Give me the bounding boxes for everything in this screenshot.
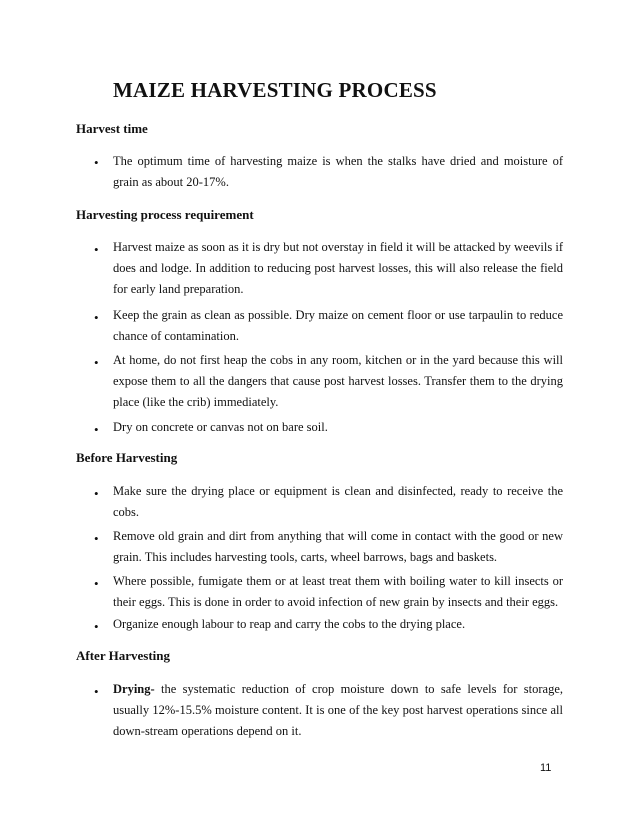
page-number: 11 xyxy=(540,762,552,774)
section-heading-after-harvesting: After Harvesting xyxy=(76,648,170,663)
bullet-icon: • xyxy=(94,531,99,546)
list-item-text: the systematic reduction of crop moisture down to safe levels for storage, usually 12%-15.5% moisture content. It is one of the key post harvest operations since all down-stream operations depend on it. xyxy=(113,682,563,739)
list-item-text: Harvest maize as soon as it is dry but not overstay in field it will be attacked by weevils if does and lodge. In addition to reducing post harvest losses, this will also release the field for early land preparation. xyxy=(113,240,563,297)
list-item xyxy=(113,237,563,301)
list-item xyxy=(113,614,563,635)
bullet-icon: • xyxy=(94,310,99,325)
list-item-text: Dry on concrete or canvas not on bare soil. xyxy=(113,420,328,434)
section-heading-harvesting-process-requirement: Harvesting process requirement xyxy=(76,207,254,222)
bullet-icon: • xyxy=(94,684,99,699)
section-heading-before-harvesting: Before Harvesting xyxy=(76,450,178,465)
bullet-icon: • xyxy=(94,155,99,170)
section-heading-harvest-time: Harvest time xyxy=(76,121,148,136)
list-item-text: Organize enough labour to reap and carry the cobs to the drying place. xyxy=(113,617,466,631)
list-item xyxy=(113,571,563,613)
list-item xyxy=(113,679,563,743)
list-item-text: Make sure the drying place or equipment is clean and disinfected, ready to receive the cobs. xyxy=(113,484,563,520)
list-item-text: At home, do not first heap the cobs in any room, kitchen or in the yard because this will expose them to all the dangers that cause post harvest losses. Transfer them to the drying place (like the crib) immediately. xyxy=(113,353,563,410)
list-item xyxy=(113,305,563,347)
bullet-icon: • xyxy=(94,355,99,370)
bullet-icon: • xyxy=(94,242,99,257)
list-item xyxy=(113,417,563,438)
list-item-text: Remove old grain and dirt from anything that will come in contact with the good or new grain. This includes harvesting tools, carts, wheel barrows, bags and baskets. xyxy=(113,529,563,565)
bullet-icon: • xyxy=(94,619,99,634)
list-item xyxy=(113,481,563,523)
list-item xyxy=(113,350,563,414)
list-item xyxy=(113,151,563,193)
bullet-icon: • xyxy=(94,422,99,437)
list-item xyxy=(113,526,563,568)
bullet-icon: • xyxy=(94,486,99,501)
list-item-text: The optimum time of harvesting maize is when the stalks have dried and moisture of grain as about 20-17%. xyxy=(113,154,563,190)
list-item-text: Where possible, fumigate them or at least treat them with boiling water to kill insects or their eggs. This is done in order to avoid infection of new grain by insects and their eggs. xyxy=(113,574,563,610)
bullet-icon: • xyxy=(94,576,99,591)
page-title: MAIZE HARVESTING PROCESS xyxy=(113,78,437,102)
list-item-text: Keep the grain as clean as possible. Dry maize on cement floor or use tarpaulin to reduce chance of contamination. xyxy=(113,308,563,344)
list-item-lead: Drying- xyxy=(113,682,155,696)
